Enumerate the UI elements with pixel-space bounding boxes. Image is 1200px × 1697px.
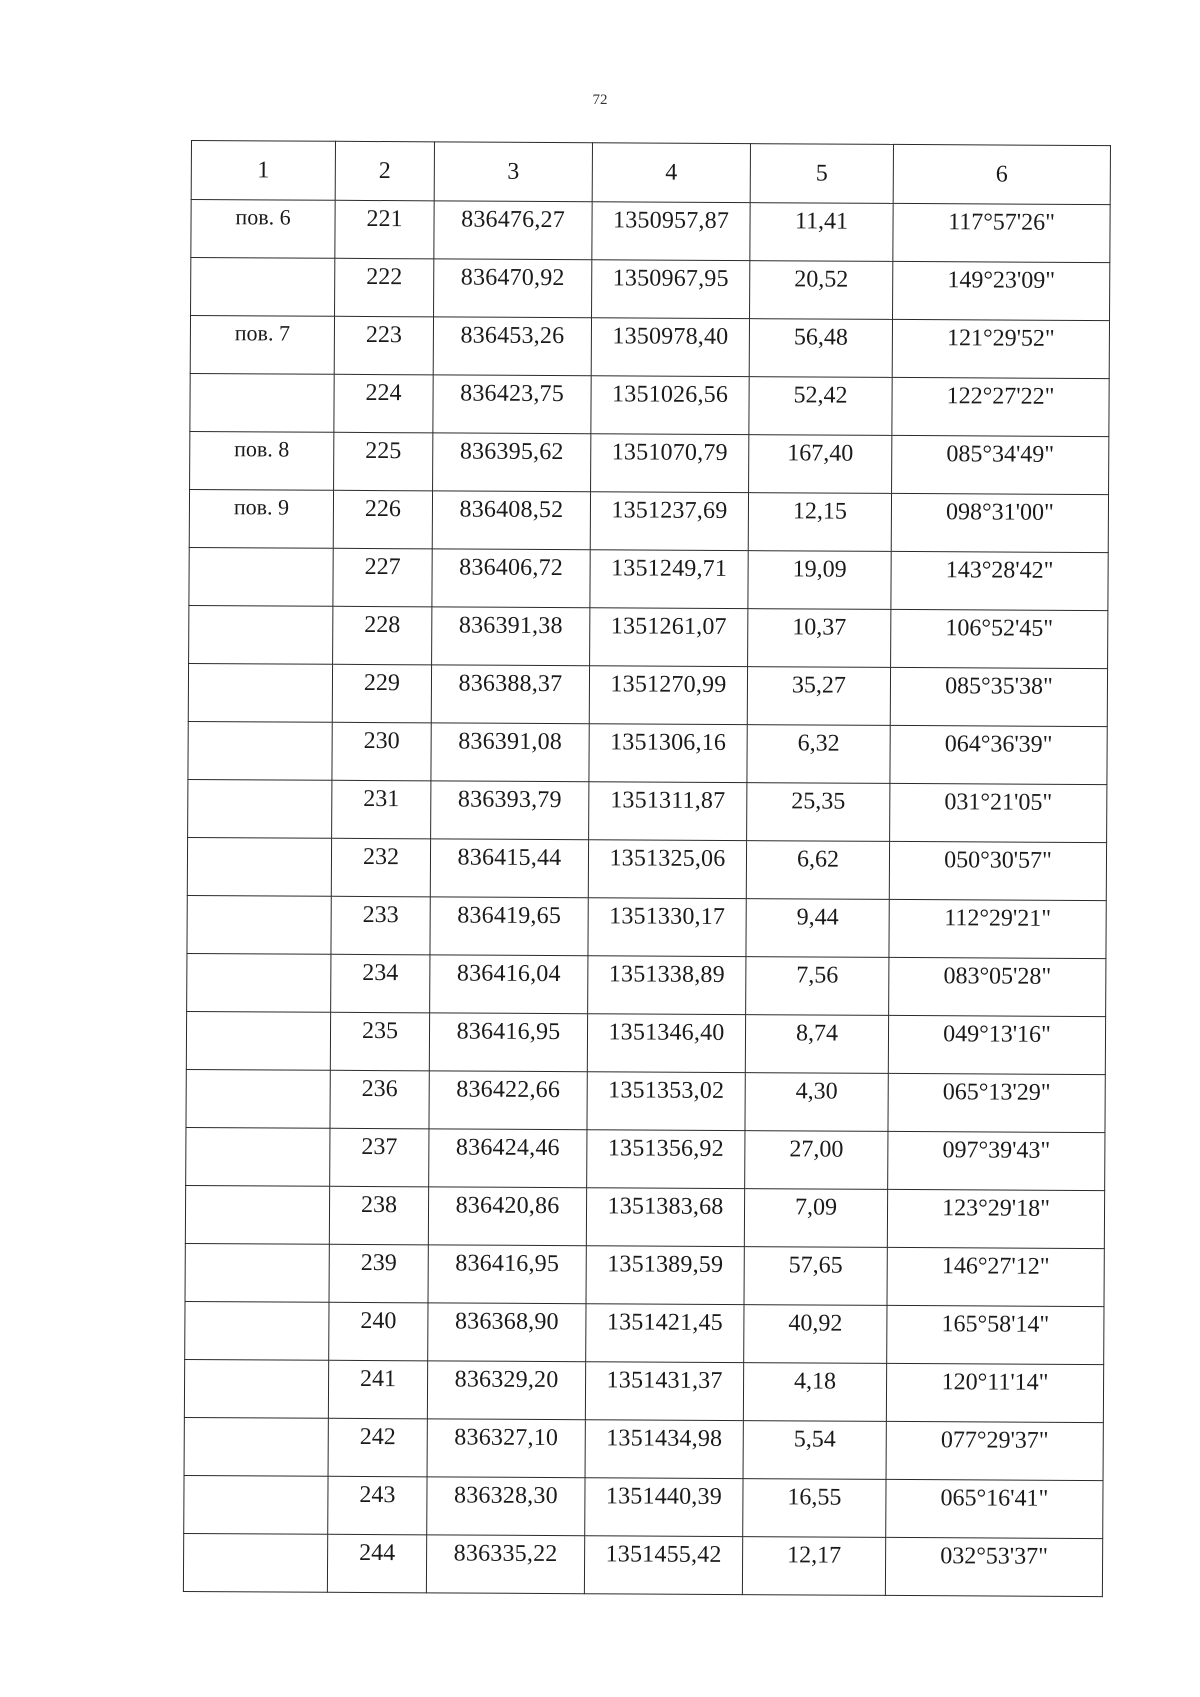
direction-angle-cell: 165°58'14": [887, 1305, 1104, 1364]
distance-cell: 52,42: [749, 377, 892, 436]
point-number-cell: 222: [335, 258, 434, 317]
table-row: [189, 547, 1108, 610]
table-row: [186, 1069, 1105, 1132]
x-coordinate-cell: 836453,26: [433, 317, 591, 376]
y-coordinate-cell: 1351346,40: [587, 1014, 745, 1073]
turn-label-cell: [186, 1069, 330, 1128]
distance-cell: 6,62: [746, 841, 889, 900]
turn-label-cell: [190, 373, 334, 432]
y-coordinate-cell: 1350967,95: [592, 260, 750, 319]
coordinates-table-wrapper: [183, 140, 1111, 1597]
y-coordinate-cell: 1351270,99: [589, 666, 747, 725]
column-header-5: 5: [750, 144, 893, 204]
distance-cell: 11,41: [750, 203, 893, 262]
x-coordinate-cell: 836419,65: [430, 897, 588, 956]
direction-angle-cell: 143°28'42": [891, 551, 1108, 610]
x-coordinate-cell: 836395,62: [433, 433, 591, 492]
point-number-cell: 230: [332, 722, 431, 781]
distance-cell: 12,15: [748, 493, 891, 552]
x-coordinate-cell: 836416,95: [429, 1013, 587, 1072]
x-coordinate-cell: 836329,20: [427, 1361, 585, 1420]
x-coordinate-cell: 836388,37: [431, 665, 589, 724]
y-coordinate-cell: 1351434,98: [585, 1420, 743, 1479]
distance-cell: 20,52: [750, 261, 893, 320]
turn-label-cell: [188, 721, 332, 780]
x-coordinate-cell: 836476,27: [434, 201, 592, 260]
table-row: [189, 605, 1108, 668]
distance-cell: 35,27: [747, 667, 890, 726]
point-number-cell: 238: [329, 1186, 428, 1245]
table-row: [191, 200, 1110, 263]
direction-angle-cell: 146°27'12": [887, 1247, 1104, 1306]
y-coordinate-cell: 1351356,92: [587, 1130, 745, 1189]
table-row: [184, 1417, 1103, 1480]
y-coordinate-cell: 1351455,42: [584, 1536, 742, 1595]
distance-cell: 27,00: [745, 1131, 888, 1190]
distance-cell: 6,32: [747, 725, 890, 784]
distance-cell: 56,48: [749, 319, 892, 378]
table-row: [188, 721, 1107, 784]
y-coordinate-cell: 1351261,07: [590, 608, 748, 667]
direction-angle-cell: 031°21'05": [890, 783, 1107, 842]
turn-label-cell: [187, 837, 331, 896]
y-coordinate-cell: 1350978,40: [591, 318, 749, 377]
point-number-cell: 242: [328, 1418, 427, 1477]
table-row: [190, 316, 1109, 379]
column-header-1: 1: [191, 141, 335, 201]
distance-cell: 5,54: [743, 1421, 886, 1480]
turn-label-cell: [185, 1243, 329, 1302]
turn-label-cell: [188, 663, 332, 722]
direction-angle-cell: 117°57'26": [893, 203, 1110, 262]
direction-angle-cell: 085°34'49": [892, 435, 1109, 494]
point-number-cell: 233: [331, 896, 430, 955]
turn-label-cell: [184, 1417, 328, 1476]
distance-cell: 10,37: [748, 609, 891, 668]
point-number-cell: 231: [332, 780, 431, 839]
point-number-cell: 240: [329, 1302, 428, 1361]
turn-label-cell: [189, 605, 333, 664]
direction-angle-cell: 112°29'21": [889, 899, 1106, 958]
point-number-cell: 226: [333, 490, 432, 549]
table-row: [186, 1011, 1105, 1074]
x-coordinate-cell: 836415,44: [430, 839, 588, 898]
turn-label-cell: [184, 1359, 328, 1418]
y-coordinate-cell: 1351325,06: [588, 840, 746, 899]
table-row: [189, 489, 1108, 552]
turn-label-cell: пов. 9: [189, 489, 333, 548]
point-number-cell: 234: [331, 954, 430, 1013]
y-coordinate-cell: 1351421,45: [586, 1304, 744, 1363]
distance-cell: 19,09: [748, 551, 891, 610]
point-number-cell: 223: [334, 316, 433, 375]
distance-cell: 40,92: [744, 1305, 887, 1364]
direction-angle-cell: 085°35'38": [890, 667, 1107, 726]
table-row: [187, 953, 1106, 1016]
x-coordinate-cell: 836391,08: [431, 723, 589, 782]
x-coordinate-cell: 836406,72: [432, 549, 590, 608]
y-coordinate-cell: 1351389,59: [586, 1246, 744, 1305]
point-number-cell: 224: [334, 374, 433, 433]
distance-cell: 9,44: [746, 899, 889, 958]
distance-cell: 8,74: [745, 1015, 888, 1074]
distance-cell: 7,56: [746, 957, 889, 1016]
turn-label-cell: пов. 7: [190, 316, 334, 375]
x-coordinate-cell: 836422,66: [429, 1071, 587, 1130]
table-row: [186, 1127, 1105, 1190]
coordinates-table: [183, 140, 1111, 1597]
y-coordinate-cell: 1351330,17: [588, 898, 746, 957]
x-coordinate-cell: 836470,92: [434, 259, 592, 318]
table-row: [183, 1533, 1102, 1596]
column-header-3: 3: [434, 142, 592, 202]
column-header-4: 4: [592, 143, 750, 203]
point-number-cell: 228: [333, 606, 432, 665]
y-coordinate-cell: 1351338,89: [588, 956, 746, 1015]
table-row: [184, 1475, 1103, 1538]
x-coordinate-cell: 836408,52: [432, 491, 590, 550]
header-row: [191, 141, 1110, 205]
turn-label-cell: [184, 1475, 328, 1534]
table-row: [188, 779, 1107, 842]
column-header-6: 6: [893, 144, 1110, 204]
x-coordinate-cell: 836335,22: [426, 1535, 584, 1594]
y-coordinate-cell: 1351440,39: [585, 1478, 743, 1537]
column-header-2: 2: [335, 141, 434, 201]
direction-angle-cell: 065°16'41": [886, 1479, 1103, 1538]
direction-angle-cell: 106°52'45": [891, 609, 1108, 668]
y-coordinate-cell: 1351306,16: [589, 724, 747, 783]
page-number: 72: [592, 92, 608, 108]
point-number-cell: 236: [330, 1070, 429, 1129]
turn-label-cell: [187, 953, 331, 1012]
point-number-cell: 232: [331, 838, 430, 897]
turn-label-cell: [185, 1301, 329, 1360]
table-header: [191, 141, 1110, 205]
table-row: [190, 431, 1109, 494]
turn-label-cell: [189, 547, 333, 606]
table-row: [187, 837, 1106, 900]
table-row: [185, 1243, 1104, 1306]
direction-angle-cell: 122°27'22": [892, 377, 1109, 436]
direction-angle-cell: 121°29'52": [892, 319, 1109, 378]
turn-label-cell: [185, 1185, 329, 1244]
distance-cell: 167,40: [749, 435, 892, 494]
distance-cell: 57,65: [744, 1247, 887, 1306]
point-number-cell: 227: [333, 548, 432, 607]
x-coordinate-cell: 836327,10: [427, 1419, 585, 1478]
turn-label-cell: [191, 258, 335, 317]
table-row: [185, 1185, 1104, 1248]
direction-angle-cell: 083°05'28": [889, 957, 1106, 1016]
distance-cell: 4,30: [745, 1073, 888, 1132]
direction-angle-cell: 049°13'16": [888, 1015, 1105, 1074]
distance-cell: 25,35: [747, 783, 890, 842]
direction-angle-cell: 032°53'37": [885, 1537, 1102, 1596]
x-coordinate-cell: 836391,38: [432, 607, 590, 666]
x-coordinate-cell: 836416,04: [430, 955, 588, 1014]
direction-angle-cell: 065°13'29": [888, 1073, 1105, 1132]
table-row: [188, 663, 1107, 726]
table-row: [184, 1359, 1103, 1422]
point-number-cell: 235: [330, 1012, 429, 1071]
turn-label-cell: пов. 6: [191, 200, 335, 259]
x-coordinate-cell: 836368,90: [428, 1303, 586, 1362]
y-coordinate-cell: 1351353,02: [587, 1072, 745, 1131]
turn-label-cell: [188, 779, 332, 838]
x-coordinate-cell: 836416,95: [428, 1245, 586, 1304]
direction-angle-cell: 120°11'14": [886, 1363, 1103, 1422]
x-coordinate-cell: 836424,46: [429, 1129, 587, 1188]
y-coordinate-cell: 1351070,79: [591, 434, 749, 493]
y-coordinate-cell: 1351026,56: [591, 376, 749, 435]
direction-angle-cell: 123°29'18": [887, 1189, 1104, 1248]
point-number-cell: 221: [335, 200, 434, 259]
distance-cell: 7,09: [744, 1189, 887, 1248]
direction-angle-cell: 077°29'37": [886, 1421, 1103, 1480]
distance-cell: 12,17: [742, 1537, 885, 1596]
distance-cell: 16,55: [743, 1479, 886, 1538]
table-row: [191, 258, 1110, 321]
y-coordinate-cell: 1351431,37: [585, 1362, 743, 1421]
point-number-cell: 244: [327, 1534, 426, 1593]
point-number-cell: 239: [329, 1244, 428, 1303]
y-coordinate-cell: 1350957,87: [592, 202, 750, 261]
turn-label-cell: пов. 8: [190, 431, 334, 490]
direction-angle-cell: 064°36'39": [890, 725, 1107, 784]
direction-angle-cell: 050°30'57": [889, 841, 1106, 900]
direction-angle-cell: 149°23'09": [893, 261, 1110, 320]
point-number-cell: 229: [332, 664, 431, 723]
y-coordinate-cell: 1351249,71: [590, 550, 748, 609]
distance-cell: 4,18: [743, 1363, 886, 1422]
y-coordinate-cell: 1351311,87: [589, 782, 747, 841]
y-coordinate-cell: 1351383,68: [586, 1188, 744, 1247]
turn-label-cell: [183, 1533, 327, 1592]
table-body: [183, 200, 1110, 1597]
turn-label-cell: [186, 1127, 330, 1186]
x-coordinate-cell: 836393,79: [431, 781, 589, 840]
point-number-cell: 243: [328, 1476, 427, 1535]
turn-label-cell: [186, 1011, 330, 1070]
turn-label-cell: [187, 895, 331, 954]
point-number-cell: 237: [330, 1128, 429, 1187]
table-row: [185, 1301, 1104, 1364]
y-coordinate-cell: 1351237,69: [590, 492, 748, 551]
table-row: [190, 373, 1109, 436]
direction-angle-cell: 097°39'43": [888, 1131, 1105, 1190]
x-coordinate-cell: 836420,86: [428, 1187, 586, 1246]
point-number-cell: 241: [328, 1360, 427, 1419]
x-coordinate-cell: 836328,30: [427, 1477, 585, 1536]
x-coordinate-cell: 836423,75: [433, 375, 591, 434]
point-number-cell: 225: [334, 432, 433, 491]
direction-angle-cell: 098°31'00": [891, 493, 1108, 552]
table-row: [187, 895, 1106, 958]
